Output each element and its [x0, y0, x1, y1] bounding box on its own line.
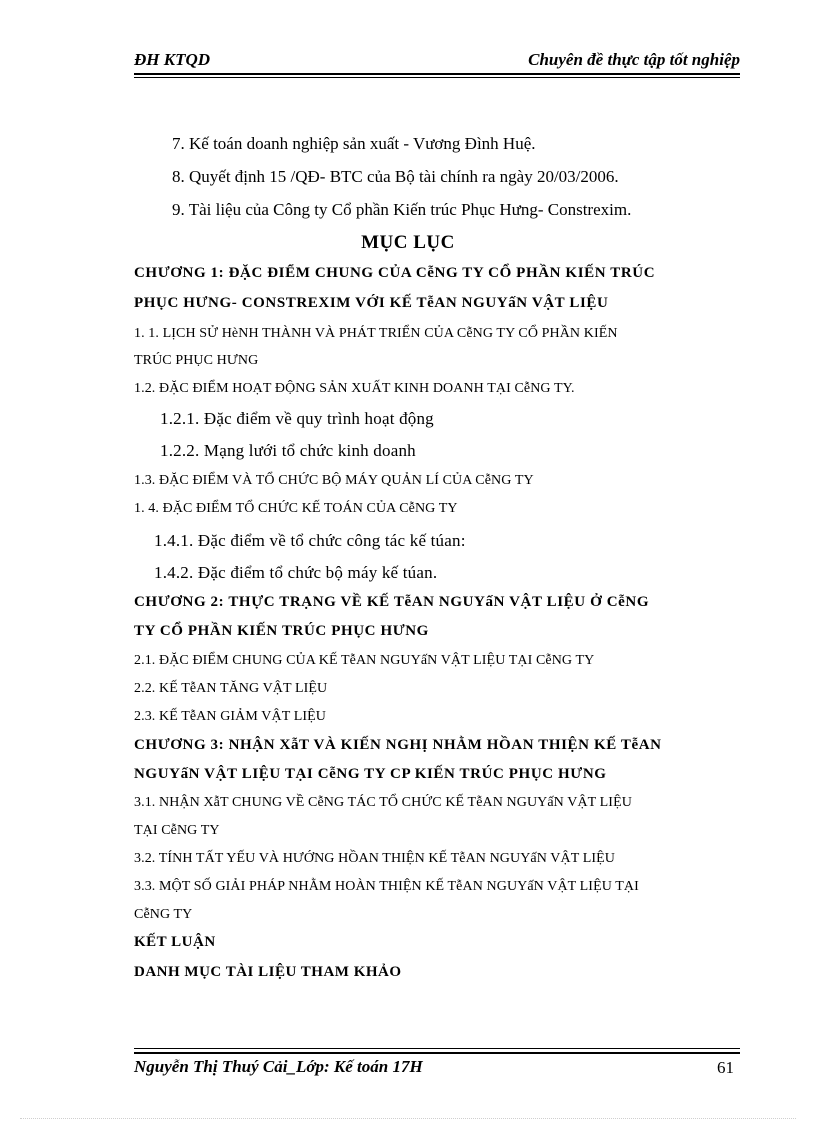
toc-subsection-1-4-1: 1.4.1. Đặc điểm về tổ chức công tác kế túan:: [154, 531, 466, 550]
reference-item-7: 7. Kế toán doanh nghiệp sản xuất - Vương Đình Huệ.: [172, 134, 536, 153]
header-title: Chuyên đề thực tập tốt nghiệp: [528, 50, 740, 69]
toc-chapter-3: CHƯƠNG 3: NHẬN XẫT VÀ KIẾN NGHỊ NHẰM HỒAN THIỆN KẾ TễAN: [134, 737, 662, 753]
toc-section-3-1: 3.1. NHẬN XẫT CHUNG VỀ CễNG TÁC TỔ CHỨC KẾ TễAN NGUYấN VẬT LIỆU: [134, 795, 632, 810]
footer-divider-thin: [134, 1048, 740, 1049]
header-divider: [134, 73, 740, 75]
toc-section-1-3: 1.3. ĐẶC ĐIỂM VÀ TỔ CHỨC BỘ MÁY QUẢN LÍ CỦA CễNG TY: [134, 473, 534, 488]
toc-subsection-1-2-1: 1.2.1. Đặc điểm về quy trình hoạt động: [160, 409, 434, 428]
toc-chapter-2-cont: TY CỔ PHẦN KIẾN TRÚC PHỤC HƯNG: [134, 623, 429, 639]
toc-chapter-2: CHƯƠNG 2: THỰC TRẠNG VỀ KẾ TễAN NGUYấN VẬT LIỆU Ở CễNG: [134, 594, 650, 610]
toc-section-2-1: 2.1. ĐẶC ĐIỂM CHUNG CỦA KẾ TễAN NGUYấN VẬT LIỆU TẠI CễNG TY: [134, 653, 595, 668]
toc-section-1-4: 1. 4. ĐẶC ĐIỂM TỔ CHỨC KẾ TOÁN CỦA CễNG TY: [134, 501, 458, 516]
toc-title: MỤC LỤC: [361, 232, 455, 253]
toc-section-1-2: 1.2. ĐẶC ĐIỂM HOẠT ĐỘNG SẢN XUẤT KINH DOANH TẠI CễNG TY.: [134, 381, 575, 396]
page-number: 61: [717, 1058, 734, 1077]
footer-author: Nguyễn Thị Thuý Cải_Lớp: Kế toán 17H: [134, 1057, 423, 1076]
toc-chapter-3-cont: NGUYấN VẬT LIỆU TẠI CễNG TY CP KIẾN TRÚC PHỤC HƯNG: [134, 766, 607, 782]
page-bottom-edge: [20, 1118, 796, 1119]
toc-chapter-1-cont: PHỤC HƯNG- CONSTREXIM VỚI KẾ TễAN NGUYấN VẬT LIỆU: [134, 295, 609, 311]
toc-subsection-1-4-2: 1.4.2. Đặc điểm tổ chức bộ máy kế túan.: [154, 563, 438, 582]
toc-section-3-3: 3.3. MỘT SỐ GIẢI PHÁP NHẰM HOÀN THIỆN KẾ TễAN NGUYấN VẬT LIỆU TẠI: [134, 879, 639, 894]
header-school: ĐH KTQD: [134, 50, 211, 69]
toc-section-3-1-cont: TẠI CễNG TY: [134, 823, 220, 838]
toc-section-3-3-cont: CễNG TY: [134, 907, 193, 922]
header-divider-thin: [134, 77, 740, 78]
toc-section-3-2: 3.2. TÍNH TẤT YẾU VÀ HƯỚNG HỒAN THIỆN KẾ TễAN NGUYấN VẬT LIỆU: [134, 851, 615, 866]
footer-divider: [134, 1052, 740, 1054]
toc-section-1-1-cont: TRÚC PHỤC HƯNG: [134, 353, 259, 368]
toc-subsection-1-2-2: 1.2.2. Mạng lưới tổ chức kinh doanh: [160, 441, 416, 460]
toc-section-2-3: 2.3. KẾ TễAN GIẢM VẬT LIỆU: [134, 709, 326, 724]
reference-item-9: 9. Tài liệu của Công ty Cổ phần Kiến trúc Phục Hưng- Constrexim.: [172, 200, 632, 219]
toc-section-2-2: 2.2. KẾ TễAN TĂNG VẬT LIỆU: [134, 681, 328, 696]
toc-section-1-1: 1. 1. LỊCH SỬ HèNH THÀNH VÀ PHÁT TRIỂN CỦA CễNG TY CỔ PHẦN KIẾN: [134, 326, 618, 341]
toc-chapter-1: CHƯƠNG 1: ĐẶC ĐIỂM CHUNG CỦA CễNG TY CỔ PHẦN KIẾN TRÚC: [134, 265, 656, 281]
toc-conclusion: KẾT LUẬN: [134, 934, 216, 950]
toc-references: DANH MỤC TÀI LIỆU THAM KHẢO: [134, 964, 402, 980]
reference-item-8: 8. Quyết định 15 /QĐ- BTC của Bộ tài chính ra ngày 20/03/2006.: [172, 167, 619, 186]
